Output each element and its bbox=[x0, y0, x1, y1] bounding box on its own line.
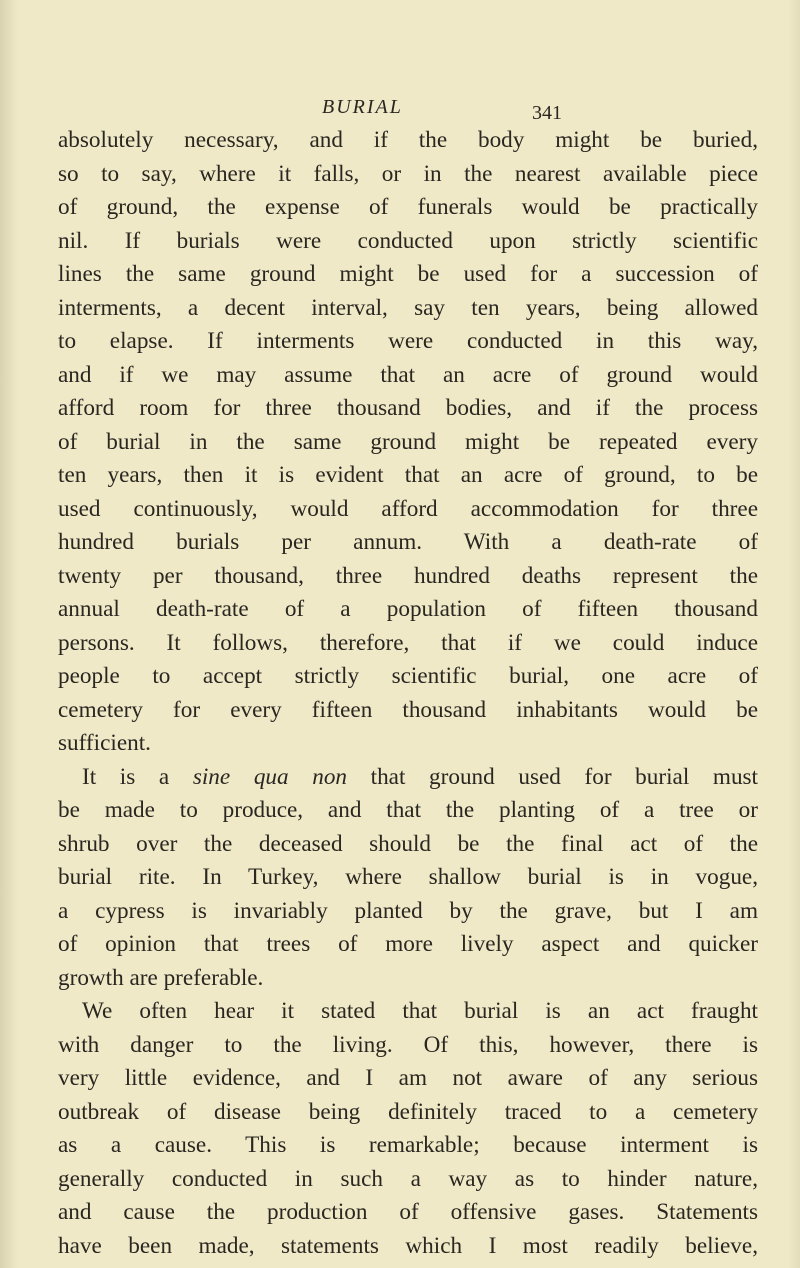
body-text bbox=[58, 124, 758, 1263]
text-line: annual death-rate of a population of fifteen thousand bbox=[58, 596, 758, 622]
text-line: have been made, statements which I most readily believe, bbox=[58, 1232, 758, 1259]
text-line: twenty per thousand, three hundred deaths represent the bbox=[58, 562, 758, 589]
text-line: very little evidence, and I am not aware of any serious bbox=[58, 1065, 758, 1091]
paragraph bbox=[58, 761, 758, 996]
text-line: interments, a decent interval, say ten years, being allowed bbox=[58, 294, 758, 321]
text-line: We often hear it stated that burial is an act fraught bbox=[82, 998, 758, 1024]
text-line: outbreak of disease being definitely traced to a cemetery bbox=[58, 1098, 758, 1125]
text-line: absolutely necessary, and if the body might be buried, bbox=[58, 127, 758, 153]
text-line: sufficient. bbox=[58, 730, 151, 756]
text-line: afford room for three thousand bodies, and if the process bbox=[58, 395, 758, 421]
text-line: lines the same ground might be used for a succession of bbox=[58, 261, 758, 287]
text-line: nil. If burials were conducted upon strictly scientific bbox=[58, 227, 758, 254]
text-line: as a cause. This is remarkable; because interment is bbox=[58, 1132, 758, 1158]
text-line: and if we may assume that an acre of ground would bbox=[58, 361, 758, 388]
text-line: hundred burials per annum. With a death-rate of bbox=[58, 529, 758, 555]
text-line: generally conducted in such a way as to hinder nature, bbox=[58, 1165, 758, 1192]
text-line bbox=[58, 761, 758, 795]
text-line: with danger to the living. Of this, however, there is bbox=[58, 1031, 758, 1058]
text-line: of burial in the same ground might be repeated every bbox=[58, 428, 758, 455]
text-line: ten years, then it is evident that an acre of ground, to be bbox=[58, 462, 758, 488]
latin-phrase: sine qua non bbox=[192, 763, 348, 790]
running-title: BURIAL bbox=[322, 96, 403, 118]
text-line: used continuously, would afford accommodation for three bbox=[58, 495, 758, 522]
paragraph bbox=[58, 124, 758, 761]
paragraph bbox=[58, 995, 758, 1263]
text-line: people to accept strictly scientific burial, one acre of bbox=[58, 663, 758, 689]
text-line: burial rite. In Turkey, where shallow burial is in vogue, bbox=[58, 864, 758, 890]
text-line: to elapse. If interments were conducted in this way, bbox=[58, 328, 758, 354]
page-number: 341 bbox=[532, 102, 562, 124]
text-line: be made to produce, and that the planting of a tree or bbox=[58, 797, 758, 823]
text-run: It is a bbox=[82, 763, 193, 790]
text-line: of opinion that trees of more lively aspect and quicker bbox=[58, 931, 758, 957]
text-line: cemetery for every fifteen thousand inhabitants would be bbox=[58, 696, 758, 723]
text-line: of ground, the expense of funerals would be practically bbox=[58, 194, 758, 220]
text-line: and cause the production of offensive gases. Statements bbox=[58, 1199, 758, 1225]
text-run: that ground used for burial must bbox=[347, 763, 758, 790]
text-line: persons. It follows, therefore, that if we could induce bbox=[58, 629, 758, 656]
text-line: so to say, where it falls, or in the nearest available piece bbox=[58, 160, 758, 187]
text-line: growth are preferable. bbox=[58, 964, 264, 991]
text-line: shrub over the deceased should be the final act of the bbox=[58, 830, 758, 857]
text-line: a cypress is invariably planted by the grave, but I am bbox=[58, 897, 758, 924]
